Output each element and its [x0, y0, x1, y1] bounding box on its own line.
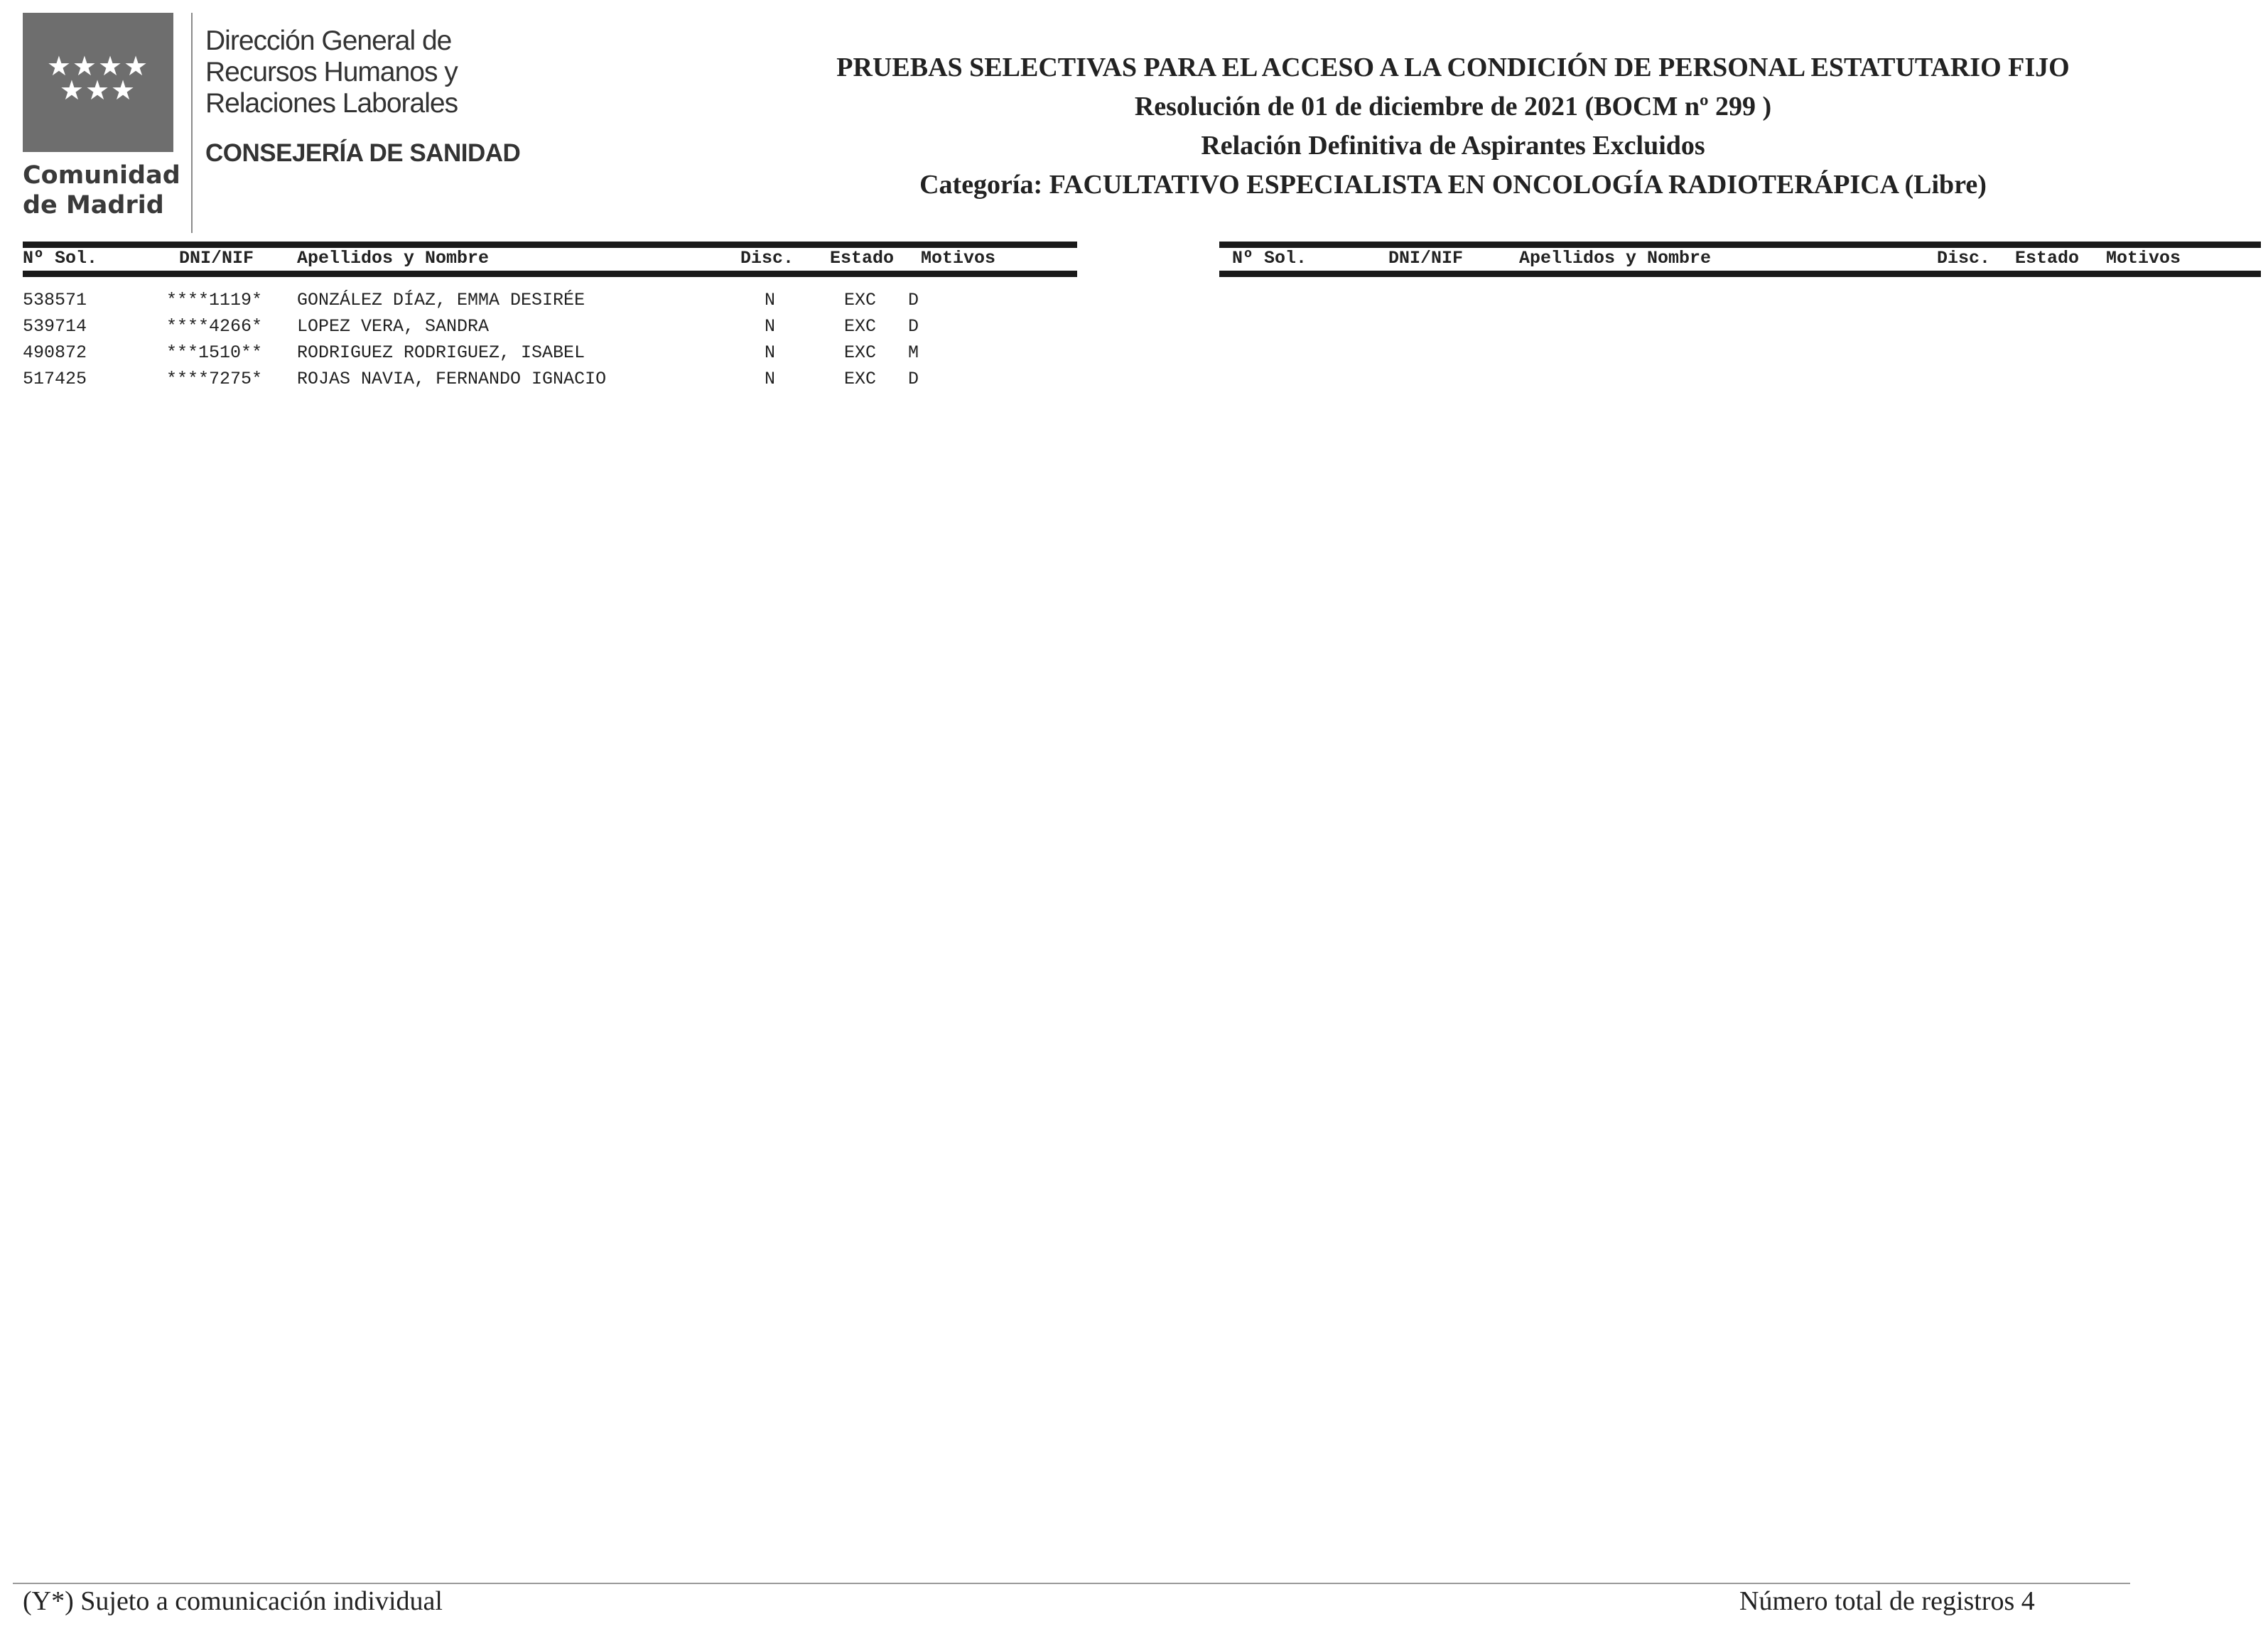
cell-motivos: M — [908, 342, 919, 363]
cell-name: GONZÁLEZ DÍAZ, EMMA DESIRÉE — [297, 290, 585, 310]
cell-name: RODRIGUEZ RODRIGUEZ, ISABEL — [297, 342, 585, 363]
cell-name: ROJAS NAVIA, FERNANDO IGNACIO — [297, 369, 607, 389]
total-records — [1739, 1586, 2035, 1617]
department-line1: Dirección General de — [205, 26, 452, 56]
cell-sol: 539714 — [23, 316, 87, 337]
table-row — [23, 316, 1077, 342]
flag-stars-icon — [23, 50, 173, 106]
table-rule-top — [23, 242, 1077, 248]
col-header-motivos: Motivos — [921, 248, 996, 269]
col-header-disc: Disc. — [740, 248, 794, 269]
table-row — [23, 342, 1077, 369]
stars-top-row: ★★★★ — [46, 50, 150, 82]
footer-note: (Y*) Sujeto a comunicación individual — [23, 1586, 443, 1616]
table-body — [23, 290, 1077, 395]
table-row — [23, 369, 1077, 395]
table-header — [23, 248, 1077, 269]
logo-name-line1: Comunidad — [23, 161, 180, 190]
footer-rule — [13, 1583, 2130, 1584]
logo-divider — [191, 13, 193, 233]
resolution-line: Resolución de 01 de diciembre de 2021 (BOCM nº 299 ) — [1134, 92, 1772, 121]
department-name — [205, 26, 458, 119]
category-line: Categoría: FACULTATIVO ESPECIALISTA EN ONCOLOGÍA RADIOTERÁPICA (Libre) — [919, 170, 1987, 200]
cell-estado: EXC — [844, 290, 877, 310]
table-rule-bottom — [1219, 271, 2261, 277]
col-header-sol: Nº Sol. — [1232, 248, 1307, 269]
cell-disc: N — [765, 290, 776, 310]
table-rule-bottom — [23, 271, 1077, 277]
cell-dni: ***1510** — [166, 342, 263, 363]
cell-estado: EXC — [844, 342, 877, 363]
cell-name: LOPEZ VERA, SANDRA — [297, 316, 490, 337]
cell-disc: N — [765, 342, 776, 363]
department-line3: Relaciones Laborales — [205, 88, 458, 119]
total-records-label: Número total de registros — [1739, 1586, 2015, 1616]
stars-bottom-row: ★★★ — [59, 75, 137, 106]
col-header-estado: Estado — [2015, 248, 2080, 269]
col-header-name: Apellidos y Nombre — [297, 248, 490, 269]
table-row — [23, 290, 1077, 316]
cell-sol: 517425 — [23, 369, 87, 389]
department-line2: Recursos Humanos y — [205, 57, 458, 87]
cell-dni: ****7275* — [166, 369, 263, 389]
logo-name — [23, 161, 186, 220]
cell-dni: ****4266* — [166, 316, 263, 337]
document-title: PRUEBAS SELECTIVAS PARA EL ACCESO A LA CONDICIÓN DE PERSONAL ESTATUTARIO FIJO — [836, 53, 2070, 82]
table-rule-top — [1219, 242, 2261, 248]
col-header-name: Apellidos y Nombre — [1519, 248, 1712, 269]
col-header-sol: Nº Sol. — [23, 248, 98, 269]
document-header — [725, 48, 2181, 205]
table-header — [1219, 248, 2261, 269]
cell-motivos: D — [908, 290, 919, 310]
cell-estado: EXC — [844, 316, 877, 337]
col-header-estado: Estado — [830, 248, 895, 269]
col-header-dni: DNI/NIF — [1388, 248, 1464, 269]
cell-sol: 538571 — [23, 290, 87, 310]
cell-disc: N — [765, 316, 776, 337]
excluded-table-right — [1219, 242, 2261, 277]
relation-line: Relación Definitiva de Aspirantes Excluidos — [1201, 131, 1705, 161]
cell-dni: ****1119* — [166, 290, 263, 310]
cell-sol: 490872 — [23, 342, 87, 363]
excluded-table-left — [23, 242, 1077, 395]
total-records-value: 4 — [2021, 1586, 2035, 1616]
cell-disc: N — [765, 369, 776, 389]
col-header-disc: Disc. — [1937, 248, 1991, 269]
cell-motivos: D — [908, 369, 919, 389]
logo-name-line2: de Madrid — [23, 191, 164, 220]
consejeria-label: CONSEJERÍA DE SANIDAD — [205, 139, 521, 167]
col-header-dni: DNI/NIF — [179, 248, 254, 269]
comunidad-madrid-logo — [23, 13, 173, 152]
cell-estado: EXC — [844, 369, 877, 389]
cell-motivos: D — [908, 316, 919, 337]
col-header-motivos: Motivos — [2106, 248, 2181, 269]
